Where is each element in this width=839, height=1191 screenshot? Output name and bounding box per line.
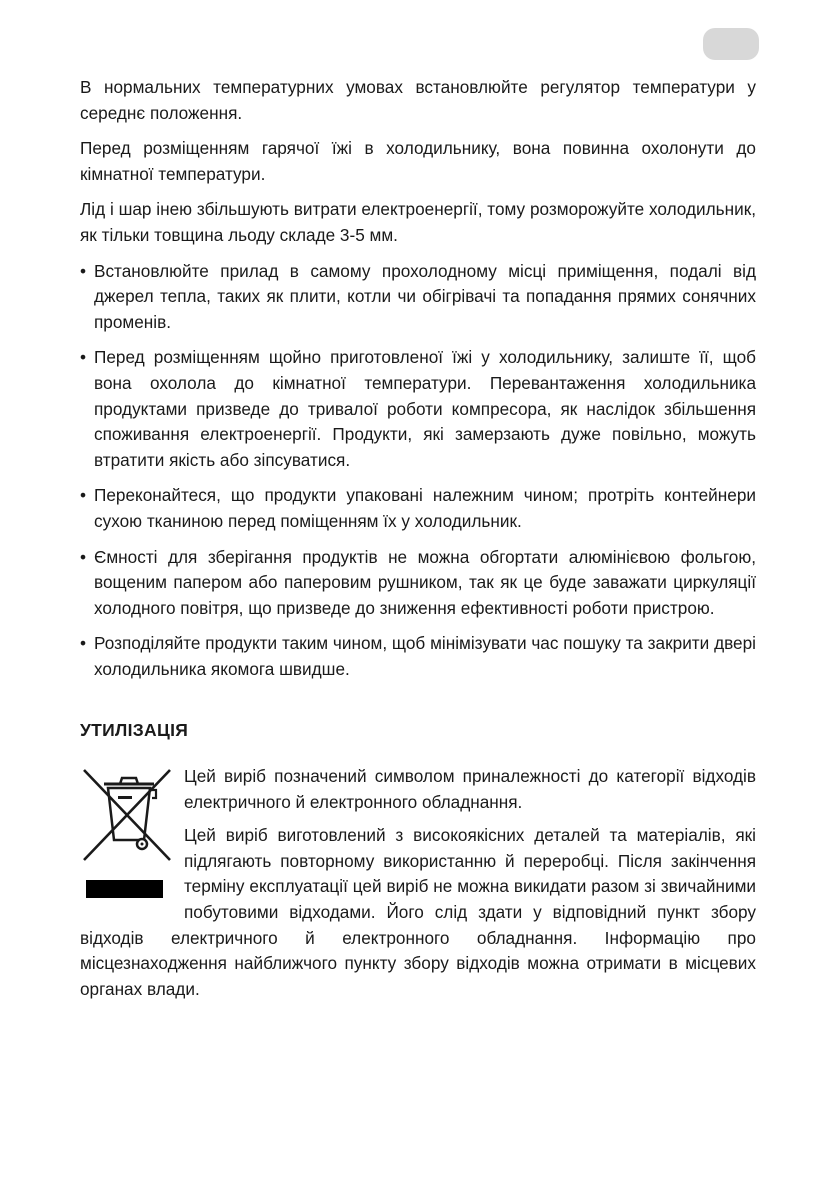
document-body bbox=[80, 75, 756, 1002]
crossed-out-wheelie-bin-icon bbox=[80, 766, 176, 878]
weee-symbol bbox=[80, 766, 176, 904]
list-item-text: Перед розміщенням щойно приготовленої їжі у холодильнику, залиште її, щоб вона охолола до кімнатної температури. Перевантаження холодильника продуктами призведе до тривалої роботи компресора, як наслідок збільшення споживання електроенергії. Продукти, які замерзають дуже повільно, можуть втратити якість або зіпсуватися. bbox=[94, 347, 756, 470]
list-item-text: Розподіляйте продукти таким чином, щоб мінімізувати час пошуку та закрити двері холодильника якомога швидше. bbox=[94, 633, 756, 679]
page-number-tab bbox=[703, 28, 759, 60]
list-item-text: Ємності для зберігання продуктів не можна обгортати алюмінієвою фольгою, вощеним папером або паперовим рушником, так як це буде заважати циркуляції холодного повітря, що призведе до зниження ефективності роботи пристрою. bbox=[94, 546, 756, 618]
paragraph-thermostat: В нормальних температурних умовах встановлюйте регулятор температури у середнє положення. bbox=[80, 77, 756, 123]
disposal-section bbox=[80, 764, 756, 1002]
disposal-paragraph-recycling: Цей виріб виготовлений з високоякісних деталей та матеріалів, які підлягають повторному використанню й переробці. Після закінчення терміну експлуатації цей виріб не можна викидати разом зі звичайними побутовими відходами. Його слід здати у відповідний пункт збору відходів електричного й електронного обладнання. Інформацію про місцезнаходження найближчого пункту збору відходів можна отримати в місцевих органах влади. bbox=[80, 825, 756, 999]
disposal-paragraph-category: Цей виріб позначений символом приналежності до категорії відходів електричного й електронного обладнання. bbox=[184, 766, 756, 812]
list-item bbox=[80, 483, 756, 534]
list-item bbox=[80, 259, 756, 336]
list-item bbox=[80, 545, 756, 622]
weee-bar bbox=[86, 880, 163, 898]
list-item bbox=[80, 345, 756, 473]
bullet-marker: • bbox=[80, 633, 87, 654]
paragraph-hot-food: Перед розміщенням гарячої їжі в холодильнику, вона повинна охолонути до кімнатної температури. bbox=[80, 138, 756, 184]
list-item-text: Встановлюйте прилад в самому прохолодному місці приміщення, подалі від джерел тепла, таких як плити, котли чи обігрівачі та попадання прямих сонячних променів. bbox=[94, 260, 756, 332]
bullet-marker: • bbox=[80, 260, 87, 281]
bullet-marker: • bbox=[80, 347, 87, 368]
list-item-text: Переконайтеся, що продукти упаковані належним чином; протріть контейнери сухою тканиною перед поміщенням їх у холодильник. bbox=[94, 485, 756, 531]
paragraph-defrost: Лід і шар інею збільшують витрати електроенергії, тому розморожуйте холодильник, як тільки товщина льоду складе 3-5 мм. bbox=[80, 199, 756, 245]
section-title-disposal: УТИЛІЗАЦІЯ bbox=[80, 720, 189, 741]
list-item bbox=[80, 631, 756, 682]
bullet-marker: • bbox=[80, 485, 87, 506]
bullet-marker: • bbox=[80, 546, 87, 567]
tips-list bbox=[80, 259, 756, 683]
